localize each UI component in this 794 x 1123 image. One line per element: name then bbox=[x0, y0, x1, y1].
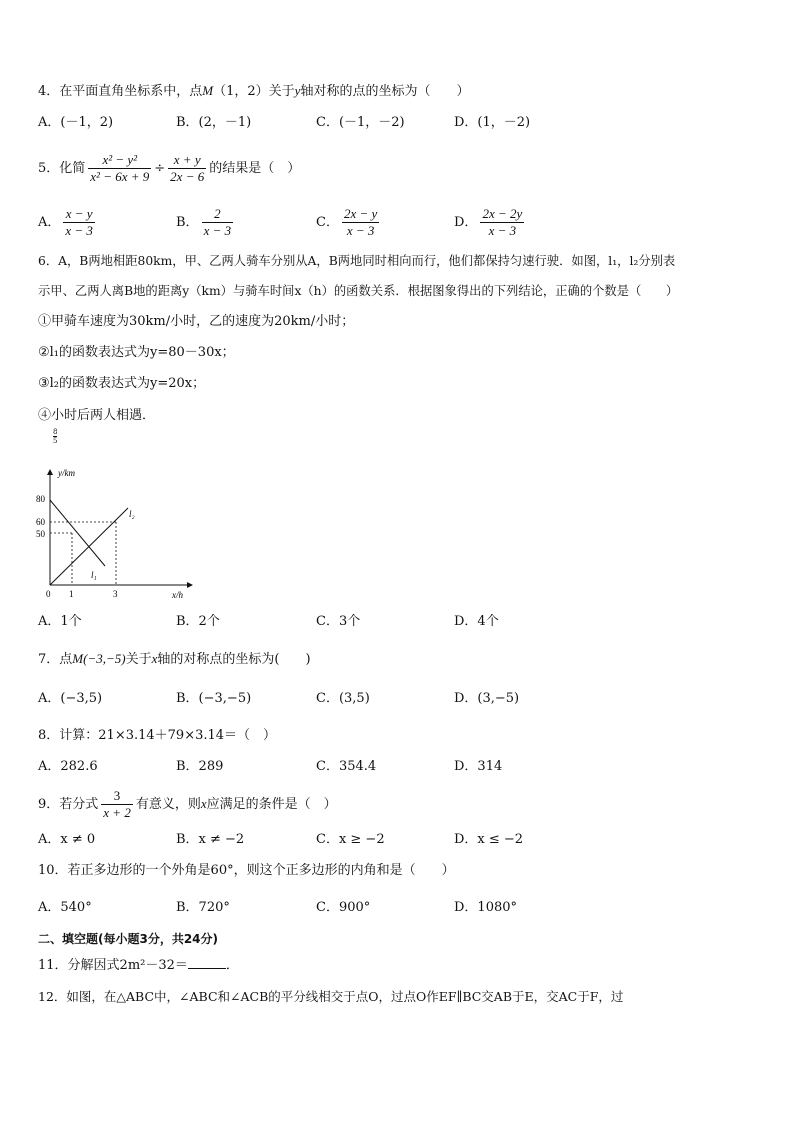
q4-option-d[interactable]: D．(1，－2) bbox=[454, 115, 531, 130]
q10-option-d[interactable]: D．1080° bbox=[454, 900, 518, 915]
q4-option-a[interactable]: A．(－1，2) bbox=[38, 115, 114, 130]
q7-stem: 7．点M(−3,−5)关于x轴的对称点的坐标为( ) bbox=[38, 651, 311, 667]
q10-option-a[interactable]: A．540° bbox=[38, 900, 92, 915]
y-axis-label: y/km bbox=[58, 468, 75, 478]
q6-fraction-8-5: $\frac{8}{5}$ bbox=[53, 428, 58, 445]
q8-options bbox=[38, 757, 738, 777]
x-tick-3: 3 bbox=[113, 589, 118, 599]
q9-option-c[interactable]: C．x ≥ −2 bbox=[316, 832, 385, 847]
q6-statement-1: ①甲骑车速度为30km/小时，乙的速度为20km/小时； bbox=[38, 314, 355, 329]
q4-option-b[interactable]: B．(2，－1) bbox=[176, 115, 252, 130]
q5-fraction-1: $\frac{\text{x² − y²}}{\text{x² − 6x + 9}}$ bbox=[90, 152, 150, 184]
q9-stem: 9．若分式 $\frac{3}{x + 2}$ 有意义，则x应满足的条件是（ ） bbox=[38, 788, 337, 820]
q9-option-b[interactable]: B．x ≠ −2 bbox=[176, 832, 245, 847]
x-tick-0: 0 bbox=[46, 589, 51, 599]
q6-stem-line2: 示甲、乙两人离B地的距离y（km）与骑车时间x（h）的函数关系．根据图象得出的下列结论，正确的个数是（ ） bbox=[38, 284, 679, 298]
q6-option-c[interactable]: C．3个 bbox=[316, 614, 361, 629]
q5-option-a[interactable]: A． $\frac{x - y}{x - 3}$ bbox=[38, 206, 93, 238]
q5-stem: 5．化简 $\frac{\text{x² − y²}}{\text{x² − 6x + 9}}$ ÷ $\frac{x + y}{2x - 6}$ 的结果是（ ） bbox=[38, 152, 301, 184]
q4-point-m: M bbox=[202, 83, 214, 98]
q8-option-d[interactable]: D．314 bbox=[454, 759, 503, 774]
q10-option-b[interactable]: B．720° bbox=[176, 900, 230, 915]
q7-option-c[interactable]: C．(3,5) bbox=[316, 691, 370, 706]
q10-option-c[interactable]: C．900° bbox=[316, 900, 371, 915]
q4-option-c[interactable]: C．(－1，－2) bbox=[316, 115, 405, 130]
q6-stem-line1: 6．A，B两地相距80km，甲、乙两人骑车分别从A，B两地同时相向而行，他们都保持匀速行驶．如图，l₁，l₂分别表 bbox=[38, 254, 676, 268]
q10-options bbox=[38, 898, 738, 918]
q6-option-b[interactable]: B．2个 bbox=[176, 614, 220, 629]
q6-statement-4: ④小时后两人相遇． bbox=[38, 408, 156, 423]
q7-option-d[interactable]: D．(3,−5) bbox=[454, 691, 520, 706]
q6-option-a[interactable]: A．1个 bbox=[38, 614, 82, 629]
q9-fraction: $\frac{3}{x + 2}$ bbox=[103, 788, 131, 820]
l1-label: l₁ bbox=[91, 570, 97, 580]
q6-statement-3: ③l₂的函数表达式为y=20x； bbox=[38, 376, 206, 391]
q5-option-b[interactable]: B． $\frac{2}{x - 3}$ bbox=[176, 206, 232, 238]
q8-option-b[interactable]: B．289 bbox=[176, 759, 224, 774]
q5-option-d[interactable]: D． $\frac{2x - 2y}{x - 3}$ bbox=[454, 206, 523, 238]
q6-graph bbox=[28, 462, 203, 607]
q9-option-d[interactable]: D．x ≤ −2 bbox=[454, 832, 524, 847]
q6-options bbox=[38, 612, 738, 632]
q9-options bbox=[38, 830, 738, 850]
q8-option-a[interactable]: A．282.6 bbox=[38, 759, 98, 774]
q10-stem: 10．若正多边形的一个外角是60°，则这个正多边形的内角和是（ ） bbox=[38, 863, 455, 878]
l2-label: l₂ bbox=[129, 509, 135, 519]
q7-point: M(−3,−5) bbox=[72, 651, 126, 666]
q5-option-c[interactable]: C． $\frac{2x - y}{x - 3}$ bbox=[316, 206, 378, 238]
q6-statement-2: ②l₁的函数表达式为y=80－30x； bbox=[38, 345, 235, 360]
q8-stem: 8．计算：21×3.14＋79×3.14＝（ ） bbox=[38, 728, 277, 743]
q11-answer-blank[interactable] bbox=[188, 956, 226, 969]
q4-stem: 4．在平面直角坐标系中，点M（1，2）关于y轴对称的点的坐标为（ ） bbox=[38, 83, 470, 99]
q7-option-a[interactable]: A．(−3,5) bbox=[38, 691, 103, 706]
q4-y-axis: y bbox=[294, 83, 301, 98]
q5-fraction-2: $\frac{x + y}{2x - 6}$ bbox=[170, 152, 205, 184]
x-tick-1: 1 bbox=[69, 589, 74, 599]
q7-option-b[interactable]: B．(−3,−5) bbox=[176, 691, 252, 706]
q4-options bbox=[38, 113, 738, 133]
q9-option-a[interactable]: A．x ≠ 0 bbox=[38, 832, 96, 847]
q5-options bbox=[38, 203, 738, 243]
y-tick-50: 50 bbox=[36, 529, 45, 539]
y-tick-60: 60 bbox=[36, 517, 45, 527]
q7-options bbox=[38, 689, 738, 709]
q6-option-d[interactable]: D．4个 bbox=[454, 614, 499, 629]
x-axis-label: x/h bbox=[172, 590, 183, 600]
q12-stem: 12．如图，在△ABC中，∠ABC和∠ACB的平分线相交于点O，过点O作EF∥BC交AB于E，交AC于F，过 bbox=[38, 989, 624, 1004]
q8-option-c[interactable]: C．354.4 bbox=[316, 759, 377, 774]
y-tick-80: 80 bbox=[36, 494, 45, 504]
section-2-title: 二、填空题(每小题3分，共24分) bbox=[38, 932, 219, 946]
q11-stem: 11．分解因式2m²－32＝ ． bbox=[38, 958, 239, 973]
